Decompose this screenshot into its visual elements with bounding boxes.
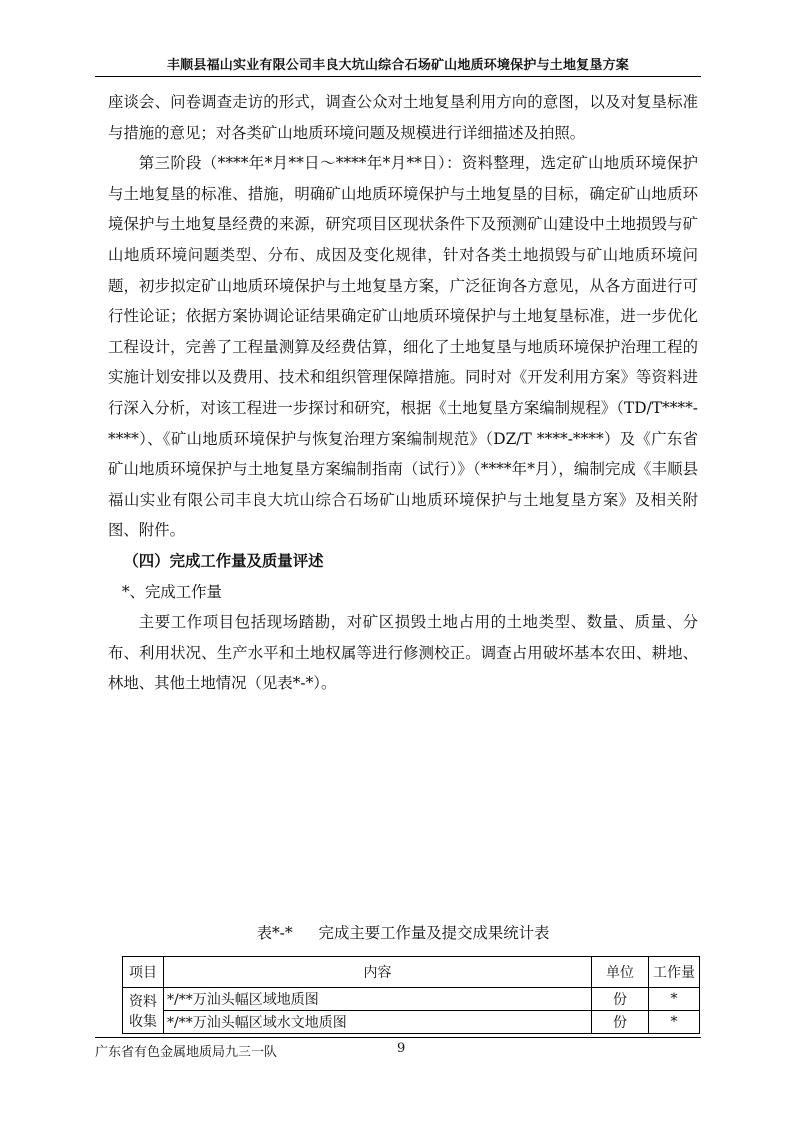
footer-rule xyxy=(95,1037,701,1038)
row-unit: 份 xyxy=(592,1011,649,1034)
footer-organization: 广东省有色金属地质局九三一队 xyxy=(95,1045,278,1060)
row-content: */**万汕头幅区域水文地质图 xyxy=(164,1011,592,1034)
table-row xyxy=(123,1011,700,1034)
row-quantity: * xyxy=(649,988,700,1011)
row-unit: 份 xyxy=(592,988,649,1011)
table-caption-number: 表*-* xyxy=(256,924,293,942)
row-content: */**万汕头幅区域地质图 xyxy=(164,988,592,1011)
header-quantity: 工作量 xyxy=(649,957,700,988)
table-caption-title: 完成主要工作量及提交成果统计表 xyxy=(318,924,550,942)
page-number: 9 xyxy=(397,1041,406,1056)
header-unit: 单位 xyxy=(592,957,649,988)
table-header-row xyxy=(123,957,700,988)
paragraph-public-survey: 座谈会、问卷调查走访的形式，调查公众对土地复垦利用方向的意图，以及对复垦标准与措施的意见；对各类矿山地质环境问题及规模进行详细描述及拍照。 xyxy=(108,93,698,142)
table-row xyxy=(123,988,700,1011)
running-header: 丰顺县福山实业有限公司丰良大坑山综合石场矿山地质环境保护与土地复垦方案 xyxy=(166,58,629,73)
workload-table xyxy=(122,956,700,1034)
category-cell: 资料收集 xyxy=(123,988,164,1034)
row-quantity: * xyxy=(649,1011,700,1034)
table-caption xyxy=(108,921,698,943)
subsection-label: *、完成工作量 xyxy=(121,582,222,601)
header-project: 项目 xyxy=(123,957,164,988)
section-heading: （四）完成工作量及质量评述 xyxy=(123,551,324,570)
paragraph-phase-three: 第三阶段（****年*月**日～****年*月**日）：资料整理，选定矿山地质环境保护与土地复垦的标准、措施，明确矿山地质环境保护与土地复垦的目标，确定矿山地质环境保护与土地复垦经费的来源，研究项目区现状条件下及预测矿山建设中土地损毁与矿山地质环境问题类型、分布、成因及变化规律，针对各类土地损毁与矿山地质环境问题，初步拟定矿山地质环境保护与土地复垦方案，广泛征询各方意见，从各方面进行可行性论证；依据方案协调论证结果确定矿山地质环境保护与土地复垦标准，进一步优化工程设计，完善了工程量测算及经费估算，细化了土地复垦与地质环境保护治理工程的实施计划安排以及费用、技术和组织管理保障措施。同时对《开发利用方案》等资料进行深入分析，对该工程进一步探讨和研究，根据《土地复垦方案编制规程》（TD/T****-****）、《矿山地质环境保护与恢复治理方案编制规范》（DZ/T ****-****）及《广东省矿山地质环境保护与土地复垦方案编制指南（试行）》（****年*月），编制完成《丰顺县福山实业有限公司丰良大坑山综合石场矿山地质环境保护与土地复垦方案》及相关附图、附件。 xyxy=(108,154,698,540)
body-text xyxy=(108,87,698,699)
header-content: 内容 xyxy=(164,957,592,988)
paragraph-main-work: 主要工作项目包括现场踏勘，对矿区损毁土地占用的土地类型、数量、质量、分布、利用状况、生产水平和土地权属等进行修测校正。调查占用破坏基本农田、耕地、林地、其他土地情况（见表*-*）。 xyxy=(108,613,698,693)
header-rule xyxy=(95,76,701,77)
